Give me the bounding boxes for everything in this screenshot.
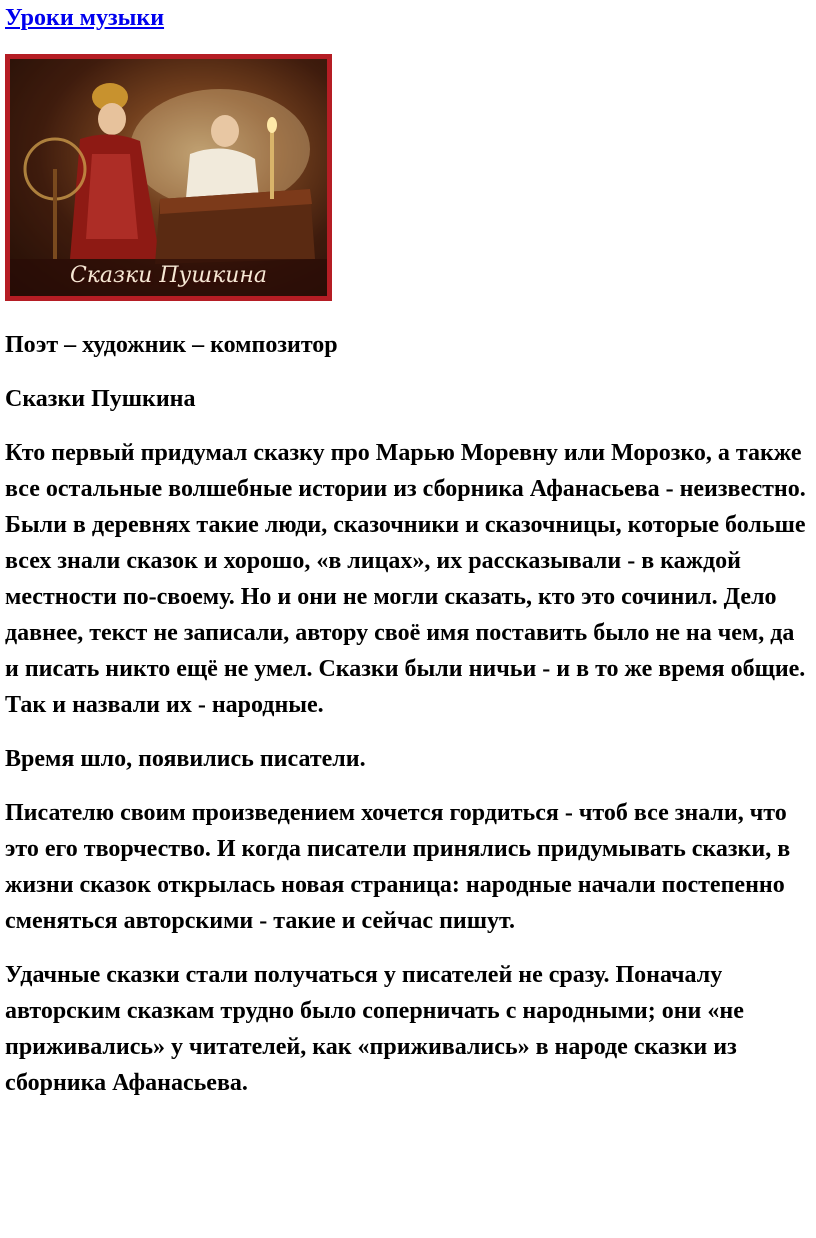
pushkin-tales-illustration (5, 54, 332, 301)
section-heading: Поэт – художник – композитор (5, 332, 338, 358)
document-page (5, 0, 811, 1101)
paragraph-author-tales: Писателю своим произведением хочется гордиться - чтоб все знали, что это его творчество. И когда писатели принялись придумывать сказки, в жизни сказок открылась новая страница: народные начали постепенно сменяться авторскими - такие и сейчас пишут. (5, 800, 791, 934)
painting-scene-graphic (10, 59, 327, 296)
music-lessons-link[interactable]: Уроки музыки (5, 5, 165, 31)
paragraph-writers-appeared: Время шло, появились писатели. (5, 746, 366, 772)
section-subheading: Сказки Пушкина (5, 386, 196, 412)
paragraph-folk-tales: Кто первый придумал сказку про Марью Моревну или Морозко, а также все остальные волшебные истории из сборника Афанасьева - неизвестно. Были в деревнях такие люди, сказочники и сказочницы, которые больше всех знали сказок и хорошо, «в лицах», их рассказывали - в каждой местности по-своему. Но и они не могли сказать, кто это сочинил. Дело давнее, текст не записали, автору своё имя поставить было не на чем, да и писать никто ещё не умел. Сказки были ничьи - и в то же время общие. Так и назвали их - народные. (5, 440, 806, 718)
illustration-caption: Сказки Пушкина (69, 263, 268, 288)
illustration-painting (10, 59, 327, 296)
paragraph-successful-tales: Удачные сказки стали получаться у писателей не сразу. Поначалу авторским сказкам трудно было соперничать с народными; они «не приживались» у читателей, как «приживались» в народе сказки из сборника Афанасьева. (5, 962, 744, 1096)
